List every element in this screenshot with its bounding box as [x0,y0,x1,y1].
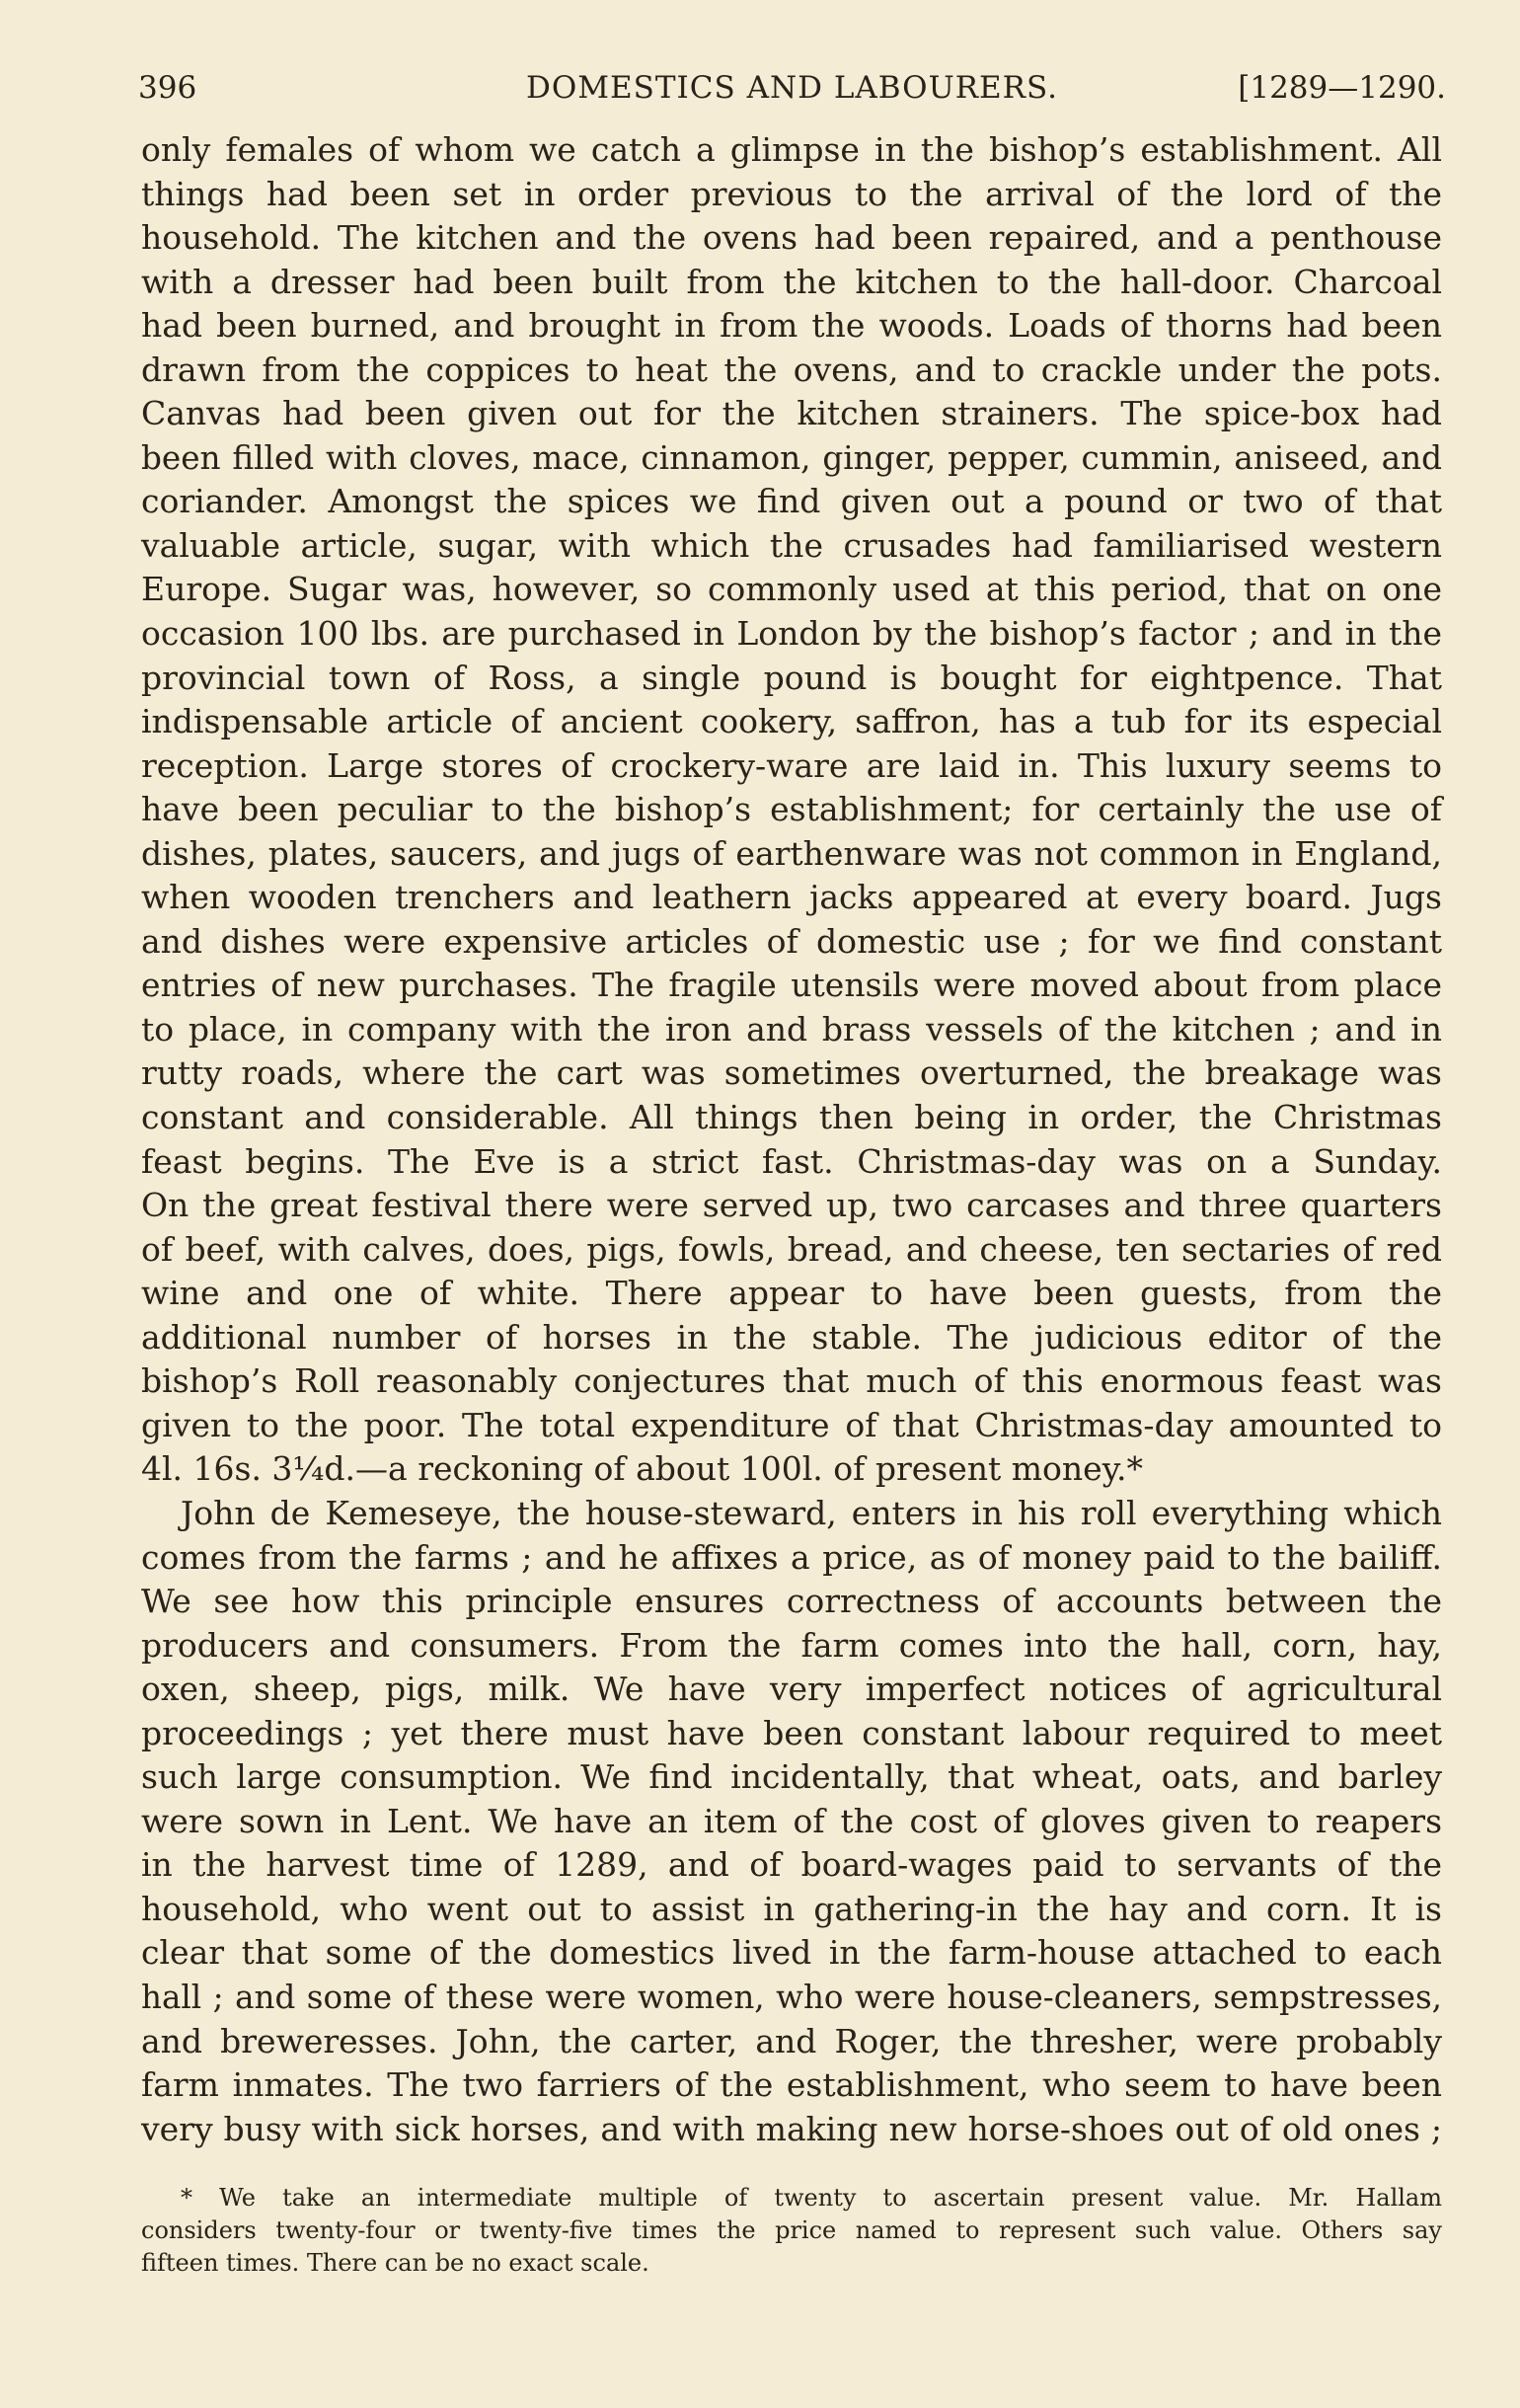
text-line: entries of new purchases. The fragile utensils were moved about from place [141,966,1442,1005]
text-line: reception. Large stores of crockery-ware are laid in. This luxury seems to [141,745,1442,785]
text-line: and dishes were expensive articles of domestic use ; for we find constant [141,921,1442,961]
running-header [138,63,1446,113]
text-line: John de Kemeseye, the house-steward, enters in his roll everything which [181,1493,1442,1532]
text-line: clear that some of the domestics lived in the farm-house attached to each [141,1933,1442,1973]
text-line: things had been set in order previous to the arrival of the lord of the [141,174,1442,213]
text-line: given to the poor. The total expenditure of that Christmas-day amounted to [141,1405,1442,1444]
text-line: drawn from the coppices to heat the ovens, and to crackle under the pots. [141,350,1442,389]
text-line: with a dresser had been built from the kitchen to the hall-door. Charcoal [141,262,1442,301]
text-line: oxen, sheep, pigs, milk. We have very imperfect notices of agricultural [141,1670,1442,1709]
text-line: 4l. 16s. 3¼d.—a reckoning of about 100l. of present money.* [141,1449,1143,1489]
text-line: have been peculiar to the bishop’s establishment; for certainly the use of [141,790,1442,829]
text-line: coriander. Amongst the spices we find given out a pound or two of that [141,482,1442,521]
text-line: wine and one of white. There appear to have been guests, from the [141,1274,1442,1313]
text-line: indispensable article of ancient cookery, saffron, has a tub for its especial [141,702,1442,741]
date-range: [1289—1290. [1238,70,1446,106]
text-line: provincial town of Ross, a single pound is bought for eightpence. That [141,658,1442,697]
chapter-title: DOMESTICS AND LABOURERS. [526,70,1058,106]
text-line: comes from the farms ; and he affixes a price, as of money paid to the bailiff. [141,1537,1442,1577]
text-line: Canvas had been given out for the kitchen strainers. The spice-box had [141,394,1442,433]
text-line: farm inmates. The two farriers of the establishment, who seem to have been [141,2065,1442,2105]
text-line: only females of whom we catch a glimpse in the bishop’s establishment. All [141,130,1442,169]
text-line: additional number of horses in the stable. The judicious editor of the [141,1317,1442,1357]
text-line: dishes, plates, saucers, and jugs of earthenware was not common in England, [141,833,1442,873]
text-line: such large consumption. We find incidentally, that wheat, oats, and barley [141,1757,1442,1797]
footnote-line: considers twenty-four or twenty-five times the price named to represent such value. Others say [141,2216,1442,2244]
text-line: in the harvest time of 1289, and of board-wages paid to servants of the [141,1845,1442,1885]
text-line: household, who went out to assist in gathering-in the hay and corn. It is [141,1889,1442,1928]
text-line: valuable article, sugar, with which the crusades had familiarised western [141,525,1442,565]
text-line: producers and consumers. From the farm comes into the hall, corn, hay, [141,1625,1442,1665]
text-line: been filled with cloves, mace, cinnamon, ginger, pepper, cummin, aniseed, and [141,438,1442,477]
text-line: household. The kitchen and the ovens had been repaired, and a penthouse [141,218,1442,258]
footnote-line: * We take an intermediate multiple of twenty to ascertain present value. Mr. Hallam [181,2184,1442,2212]
text-line: were sown in Lent. We have an item of the cost of gloves given to reapers [141,1801,1442,1840]
text-line: and breweresses. John, the carter, and Roger, the thresher, were probably [141,2021,1442,2060]
text-line: occasion 100 lbs. are purchased in London by the bishop’s factor ; and in the [141,614,1442,654]
text-line: very busy with sick horses, and with making new horse-shoes out of old ones ; [141,2109,1442,2148]
text-line: proceedings ; yet there must have been constant labour required to meet [141,1713,1442,1752]
text-line: constant and considerable. All things then being in order, the Christmas [141,1098,1442,1137]
text-line: On the great festival there were served up, two carcases and three quarters [141,1186,1442,1225]
page-number: 396 [138,70,197,106]
text-line: rutty roads, where the cart was sometimes overturned, the breakage was [141,1053,1442,1093]
footnote [141,2182,1442,2280]
text-line: when wooden trenchers and leathern jacks appeared at every board. Jugs [141,878,1442,917]
text-line: We see how this principle ensures correctness of accounts between the [141,1582,1442,1621]
body-text [141,128,1442,2151]
text-line: to place, in company with the iron and brass vessels of the kitchen ; and in [141,1009,1442,1049]
text-line: of beef, with calves, does, pigs, fowls, bread, and cheese, ten sectaries of red [141,1229,1442,1269]
text-line: had been burned, and brought in from the woods. Loads of thorns had been [141,306,1442,346]
text-line: Europe. Sugar was, however, so commonly used at this period, that on one [141,570,1442,609]
footnote-line: fifteen times. There can be no exact scale. [141,2249,649,2277]
text-line: bishop’s Roll reasonably conjectures that much of this enormous feast was [141,1361,1442,1401]
text-line: feast begins. The Eve is a strict fast. Christmas-day was on a Sunday. [141,1141,1442,1181]
text-line: hall ; and some of these were women, who were house-cleaners, sempstresses, [141,1978,1442,2016]
